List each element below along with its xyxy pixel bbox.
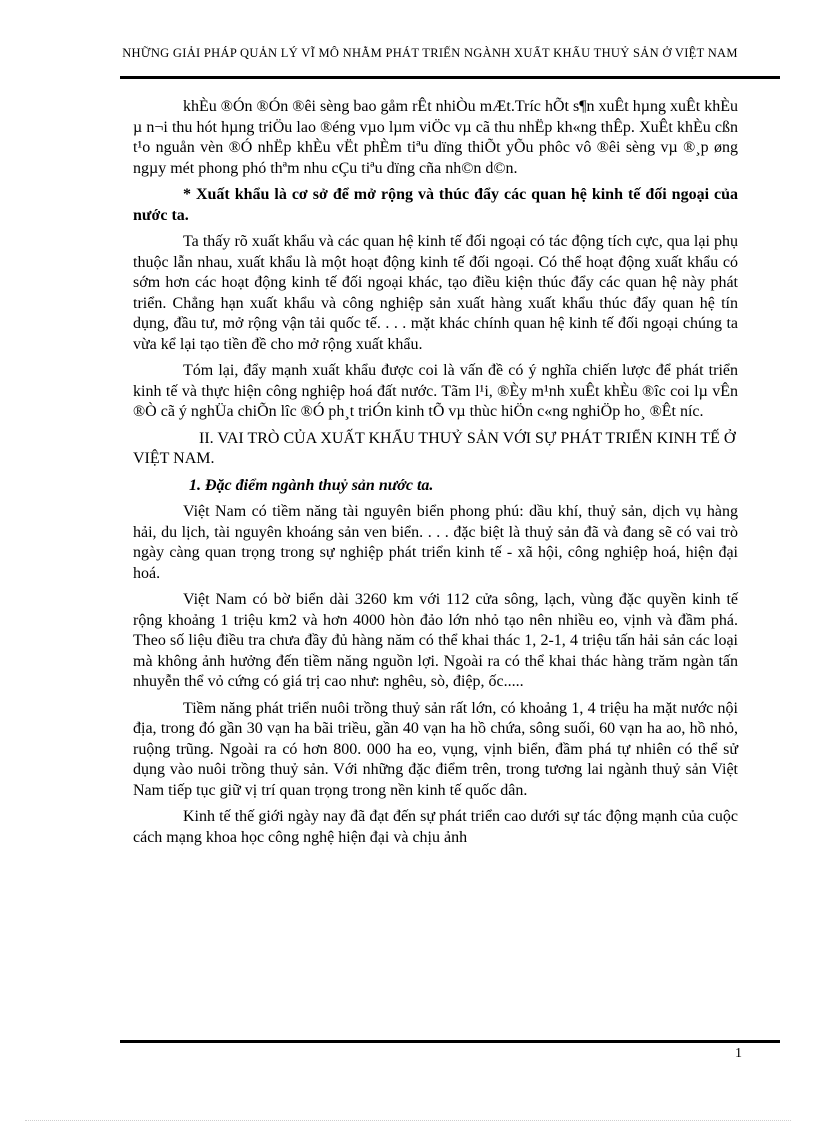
paragraph-4: Tóm lại, đẩy mạnh xuất khẩu được coi là vấn đề có ý nghĩa chiến lược để phát triển kinh tế và thực hiện công nghiệp hoá đất nước. Tãm l¹i, ®Èy m¹nh xuÊt khÈu ®îc coi lµ vÊn ®Ò cã ý nghÜa chiÕn lîc ®Ó ph¸t triÓn kinh tÕ vµ thùc hiÖn c«ng nghiÖp ho¸ ®Êt níc. [133, 362, 738, 420]
page-bottom-dotted-line [25, 1120, 791, 1121]
paragraph-5: Việt Nam có tiềm năng tài nguyên biển phong phú: dầu khí, thuỷ sản, dịch vụ hàng hải, du lịch, tài nguyên khoáng sản ven biển. . . . đặc biệt là thuỷ sản đã và đang sẽ có vai trò ngày càng quan trọng trong sự nghiệp phát triển kinh tế - xã hội, công nghiệp hoá, hiện đại hoá. [133, 503, 738, 582]
sub-heading-1: 1. Đặc điểm ngành thuỷ sản nước ta. [189, 476, 434, 494]
paragraph-8: Kinh tế thế giới ngày nay đã đạt đến sự phát triển cao dưới sự tác động mạnh của cuộc cách mạng khoa học công nghệ hiện đại và chịu ảnh [133, 808, 738, 846]
page-number: 1 [735, 1046, 742, 1061]
header-rule [120, 76, 780, 79]
page-header-title: NHỮNG GIẢI PHÁP QUẢN LÝ VĨ MÔ NHẰM PHÁT TRIỂN NGÀNH XUẤT KHẨU THUỶ SẢN Ở VIỆT NAM [122, 46, 738, 60]
paragraph-7: Tiềm năng phát triển nuôi trồng thuỷ sản rất lớn, có khoảng 1, 4 triệu ha mặt nước nội địa, trong đó gần 30 vạn ha bãi triều, gần 40 vạn ha hồ chứa, sông suối, 60 vạn ha ao, hồ nhỏ, ruộng trũng. Ngoài ra có hơn 800. 000 ha eo, vụng, vịnh biển, đầm phá tự nhiên có thể sử dụng vào nuôi trồng thuỷ sản. Với những đặc điểm trên, trong tương lai ngành thuỷ sản Việt Nam tiếp tục giữ vị trí quan trọng trong nền kinh tế quốc dân. [133, 699, 738, 799]
paragraph-6: Việt Nam có bờ biển dài 3260 km với 112 cửa sông, lạch, vùng đặc quyền kinh tế rộng khoảng 1 triệu km2 và hơn 4000 hòn đảo lớn nhỏ tạo nên nhiều eo, vịnh và đầm phá. Theo số liệu điều tra chưa đầy đủ hàng năm có thể khai thác 1, 2-1, 4 triệu tấn hải sản các loại mà không ảnh hưởng đến tiềm năng nguồn lợi. Ngoài ra có thể khai thác hàng trăm ngàn tấn nhuyễn thể vỏ cứng có giá trị cao như: nghêu, sò, điệp, ốc..... [133, 591, 738, 690]
section-heading-2: II. VAI TRÒ CỦA XUẤT KHẨU THUỶ SẢN VỚI SỰ PHÁT TRIỂN KINH TẾ Ở VIỆT NAM. [133, 429, 736, 467]
heading-foreign-relations: * Xuất khẩu là cơ sở để mở rộng và thúc đẩy các quan hệ kinh tế đối ngoại của nước ta. [133, 186, 738, 224]
document-body [133, 97, 738, 854]
footer-rule [120, 1040, 780, 1043]
paragraph-3: Ta thấy rõ xuất khẩu và các quan hệ kinh tế đối ngoại có tác động tích cực, qua lại phụ thuộc lẫn nhau, xuất khẩu là một hoạt động kinh tế đối ngoại. Có thể hoạt động xuất khẩu có sớm hơn các hoạt động kinh tế đối ngoại khác, tạo điều kiện thúc đẩy các quan hệ này phát triển. Chẳng hạn xuất khẩu và công nghiệp sản xuất hàng xuất khẩu thúc đẩy quan hệ tín dụng, đầu tư, mở rộng vận tải quốc tế. . . . mặt khác chính quan hệ kinh tế đối ngoại chúng ta vừa kể lại tạo tiền đề cho mở rộng xuất khẩu. [133, 233, 738, 353]
paragraph-1: khÈu ®Ón ®Ón ®êi sèng bao gåm rÊt nhiÒu mÆt.Tríc hÕt s¶n xuÊt hµng xuÊt khÈu µ n¬i thu hót hµng triÖu lao ®éng vµo lµm viÖc vµ cã thu nhËp kh«ng thÊp. XuÊt khÈu cßn t¹o nguån vèn ®Ó nhËp khÈu vËt phÈm tiªu dïng thiÕt yÕu phôc vô ®êi sèng vµ ®¸p øng ngµy mét phong phó thªm nhu cÇu tiªu dïng cña nh©n d©n. [133, 98, 738, 177]
